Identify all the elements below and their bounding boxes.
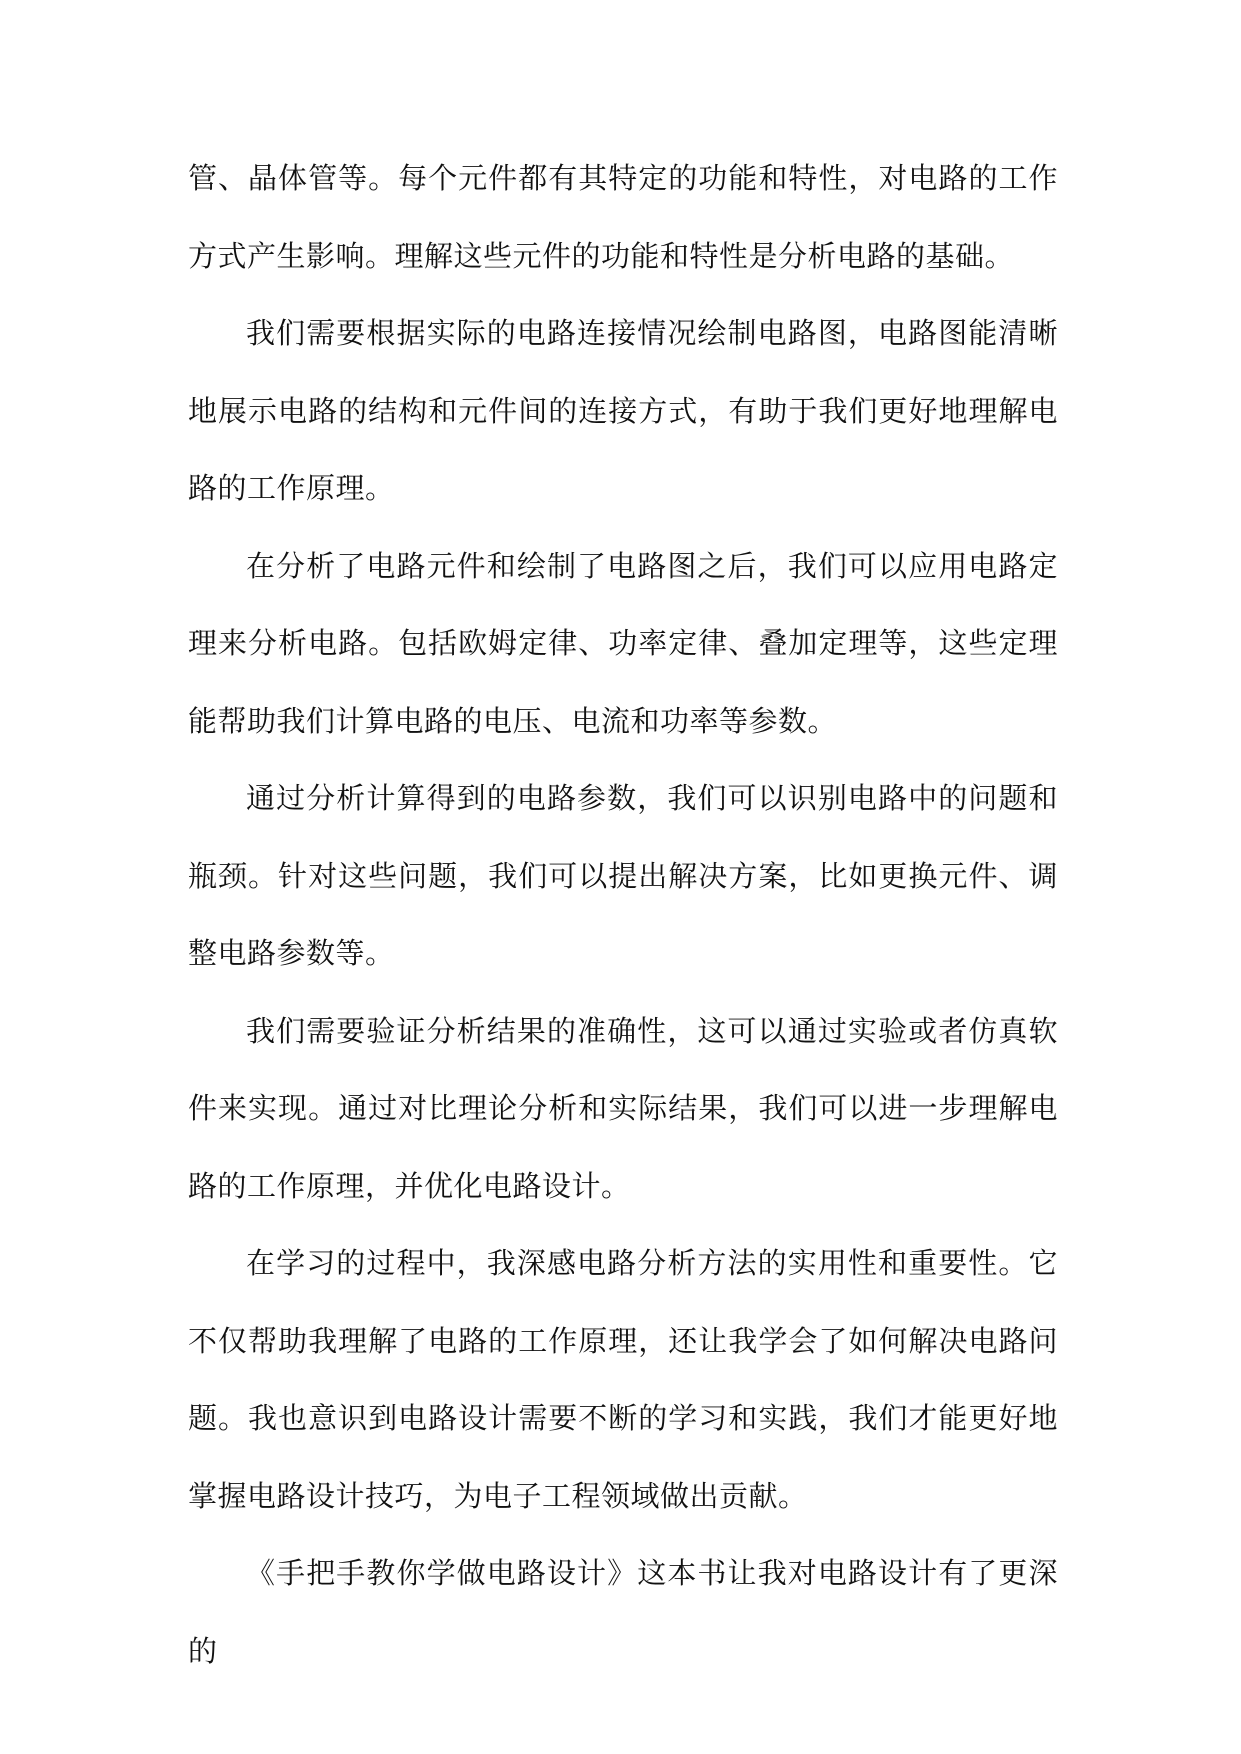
document-body xyxy=(188,140,1058,1690)
paragraph-4: 通过分析计算得到的电路参数，我们可以识别电路中的问题和瓶颈。针对这些问题，我们可以提出解决方案，比如更换元件、调整电路参数等。 xyxy=(188,781,1058,970)
paragraph-5: 我们需要验证分析结果的准确性，这可以通过实验或者仿真软件来实现。通过对比理论分析和实际结果，我们可以进一步理解电路的工作原理，并优化电路设计。 xyxy=(188,1013,1058,1203)
paragraph-2: 我们需要根据实际的电路连接情况绘制电路图，电路图能清晰地展示电路的结构和元件间的连接方式，有助于我们更好地理解电路的工作原理。 xyxy=(188,316,1058,505)
paragraph-3: 在分析了电路元件和绘制了电路图之后，我们可以应用电路定理来分析电路。包括欧姆定律、功率定律、叠加定理等，这些定理能帮助我们计算电路的电压、电流和功率等参数。 xyxy=(188,548,1058,738)
paragraph-6: 在学习的过程中，我深感电路分析方法的实用性和重要性。它不仅帮助我理解了电路的工作原理，还让我学会了如何解决电路问题。我也意识到电路设计需要不断的学习和实践，我们才能更好地掌握电路设计技巧，为电子工程领域做出贡献。 xyxy=(188,1246,1058,1513)
paragraph-1: 管、晶体管等。每个元件都有其特定的功能和特性，对电路的工作方式产生影响。理解这些元件的功能和特性是分析电路的基础。 xyxy=(188,161,1058,273)
paragraph-7: 《手把手教你学做电路设计》这本书让我对电路设计有了更深的 xyxy=(188,1556,1058,1668)
